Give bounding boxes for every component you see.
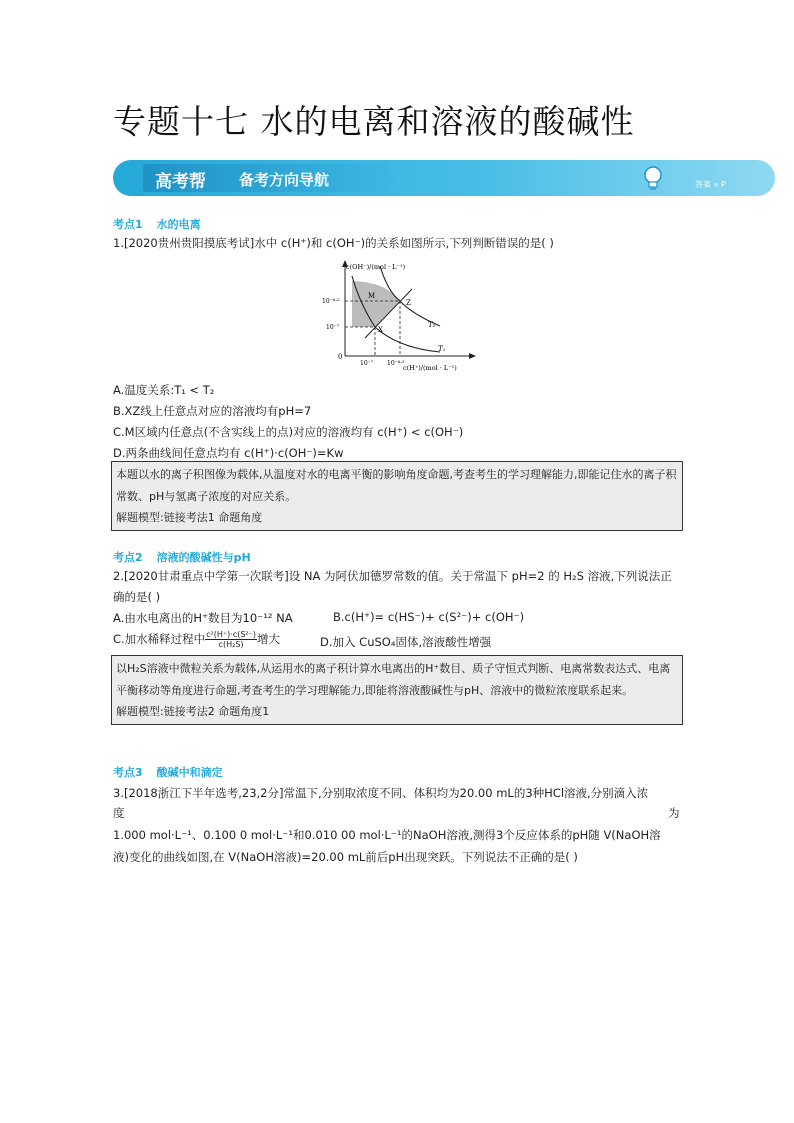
question-1-source: [2020贵州贵阳摸底考试]: [123, 236, 255, 250]
question-3-line2-right: 为: [668, 806, 680, 820]
fraction-denominator: c(H₂S): [218, 640, 244, 649]
section-2-title: 溶液的酸碱性与pH: [156, 551, 251, 564]
question-2-number: 2.: [113, 569, 124, 583]
question-1-option-a: A.温度关系:T₁ < T₂: [113, 383, 215, 397]
banner-main-label: 高考帮: [155, 172, 206, 192]
fraction-numerator: c²(H⁺)·c(S²⁻): [206, 630, 256, 639]
question-1-text: 水中 c(H⁺)和 c(OH⁻)的关系如图所示,下列判断错误的是( ): [254, 236, 554, 250]
origin-label: 0: [338, 353, 343, 361]
question-2-analysis: 以H₂S溶液中微粒关系为载体,从运用水的离子积计算水电离出的H⁺数目、质子守恒式判断、电离常数表达式、电离平衡移动等角度进行命题,考查考生的学习理解能力,即能将溶液酸碱性与pH、溶液中的微粒浓度联系起来。: [116, 662, 671, 697]
section-banner: [113, 160, 775, 196]
question-3-line1: [113, 784, 648, 802]
question-1-option-c: C.M区域内任意点(不含实线上的点)对应的溶液均有 c(H⁺) < c(OH⁻): [113, 425, 464, 439]
question-1-number: 1.: [113, 236, 124, 250]
question-3-number: 3.: [113, 786, 124, 800]
question-2-option-b: B.c(H⁺)= c(HS⁻)+ c(S²⁻)+ c(OH⁻): [333, 610, 525, 624]
section-3-title: 酸碱中和滴定: [156, 766, 223, 779]
point-x-label: X: [378, 326, 383, 334]
question-1-analysis: 本题以水的离子积图像为载体,从温度对水的电离平衡的影响角度命题,考查考生的学习理解能力,即能记住水的离子积常数、pH与氢离子浓度的对应关系。: [116, 468, 677, 503]
curve-t1-label: T₁: [438, 345, 446, 353]
question-2-option-c-prefix: C.加水稀释过程中: [113, 632, 206, 646]
section-2-heading: [113, 549, 251, 565]
y-axis-label: c(OH⁻)/(mol · L⁻¹): [346, 263, 406, 271]
page-title: 专题十七 水的电离和溶液的酸碱性: [113, 102, 635, 141]
question-1-analysis-box: [111, 461, 683, 531]
question-1-model: 解题模型:链接考法1 命题角度: [116, 511, 263, 524]
section-2-label: 考点2: [113, 551, 143, 564]
question-2-source: [2020甘肃重点中学第一次联考]: [123, 569, 289, 583]
question-3-text-line1: 常温下,分别取浓度不同、体积均为20.00 mL的3种HCl溶液,分别滴入浓: [283, 786, 649, 800]
answer-reference: 答案 » P: [695, 180, 726, 189]
question-2-option-c-suffix: 增大: [256, 632, 280, 646]
question-2-analysis-box: [111, 655, 683, 725]
y-tick-65: 10⁻⁶·⁵: [322, 298, 340, 305]
x-tick-65: 10⁻⁶·⁵: [387, 360, 405, 367]
curve-t2-label: T₂: [428, 321, 436, 329]
banner-sub-label: 备考方向导航: [239, 171, 330, 189]
question-2-model: 解题模型:链接考法2 命题角度1: [116, 705, 270, 718]
section-1-label: 考点1: [113, 218, 143, 231]
point-z-label: Z: [406, 299, 411, 307]
question-1-option-d: D.两条曲线间任意点均有 c(H⁺)·c(OH⁻)=Kw: [113, 446, 344, 460]
ion-product-figure: [300, 256, 480, 378]
x-axis-label: c(H⁺)/(mol · L⁻¹): [403, 364, 457, 372]
point-m-label: M: [368, 292, 376, 300]
lightbulb-icon: [640, 164, 666, 192]
x-tick-7: 10⁻⁷: [360, 360, 374, 367]
x-axis-arrow: [469, 353, 476, 359]
section-3-heading: [113, 764, 223, 780]
section-1-title: 水的电离: [156, 218, 201, 231]
question-2-text-line1: 设 NA 为阿伏加德罗常数的值。关于常温下 pH=2 的 H₂S 溶液,下列说法正: [288, 569, 672, 583]
question-3-source: [2018浙江下半年选考,23,2分]: [123, 786, 284, 800]
question-3-line2-left: 度: [113, 806, 125, 820]
question-3-line4: 液)变化的曲线如图,在 V(NaOH溶液)=20.00 mL前后pH出现突跃。下列说法不正确的是( ): [113, 850, 578, 864]
question-1-stem: [113, 234, 554, 252]
question-2-stem-line2: 确的是( ): [113, 590, 161, 604]
question-2-option-d: D.加入 CuSO₄固体,溶液酸性增强: [320, 635, 492, 649]
question-2-fraction: [205, 630, 257, 649]
region-m: [352, 281, 400, 327]
section-1-heading: [113, 216, 201, 232]
section-3-label: 考点3: [113, 766, 143, 779]
question-2-stem: [113, 567, 672, 585]
y-tick-7: 10⁻⁷: [326, 324, 340, 331]
question-1-option-b: B.XZ线上任意点对应的溶液均有pH=7: [113, 404, 312, 418]
question-2-option-a: A.由水电离出的H⁺数目为10⁻¹² NA: [113, 611, 293, 625]
question-2-option-c: [113, 630, 280, 649]
question-3-line3: 1.000 mol·L⁻¹、0.100 0 mol·L⁻¹和0.010 00 mol·L⁻¹的NaOH溶液,测得3个反应体系的pH随 V(NaOH溶: [113, 828, 661, 842]
